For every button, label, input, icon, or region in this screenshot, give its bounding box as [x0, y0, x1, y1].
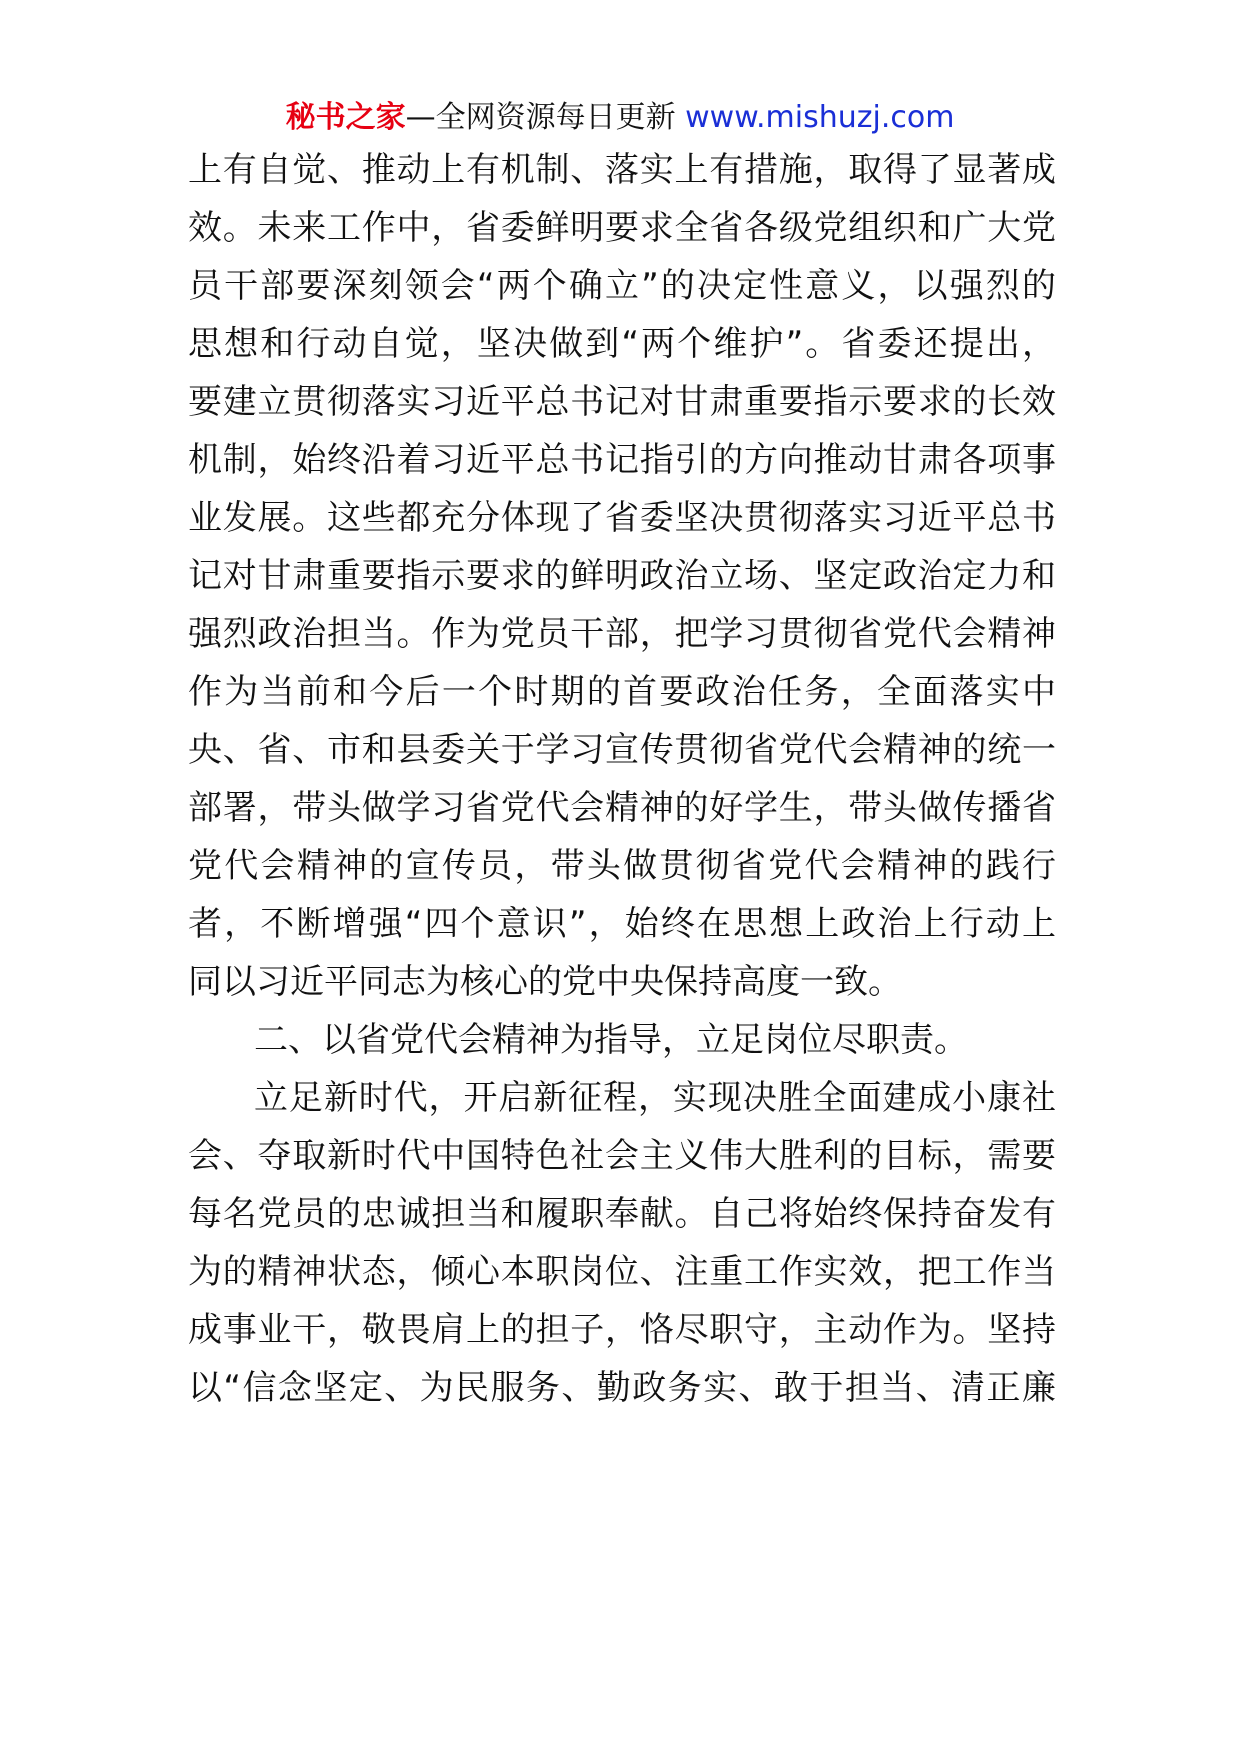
paragraph-line: 强烈政治担当。作为党员干部，把学习贯彻省党代会精神	[188, 614, 1056, 654]
paragraph-line: 部署，带头做学习省党代会精神的好学生，带头做传播省	[188, 788, 1056, 828]
paragraph-line: 央、省、市和县委关于学习宣传贯彻省党代会精神的统一	[188, 730, 1056, 770]
paragraph-line: 业发展。这些都充分体现了省委坚决贯彻落实习近平总书	[188, 498, 1056, 538]
paragraph-line: 记对甘肃重要指示要求的鲜明政治立场、坚定政治定力和	[188, 556, 1056, 596]
paragraph-line: 为的精神状态，倾心本职岗位、注重工作实效，把工作当	[188, 1252, 1056, 1292]
paragraph-line: 效。未来工作中，省委鲜明要求全省各级党组织和广大党	[188, 208, 1056, 248]
paragraph-line: 党代会精神的宣传员，带头做贯彻省党代会精神的践行	[188, 846, 1056, 886]
paragraph-line: 每名党员的忠诚担当和履职奉献。自己将始终保持奋发有	[188, 1194, 1056, 1234]
section-heading: 二、以省党代会精神为指导，立足岗位尽职责。	[254, 1020, 968, 1060]
paragraph-line: 会、夺取新时代中国特色社会主义伟大胜利的目标，需要	[188, 1136, 1056, 1176]
header-brand: 秘书之家	[285, 100, 406, 135]
paragraph-line: 成事业干，敬畏肩上的担子，恪尽职守，主动作为。坚持	[188, 1310, 1056, 1350]
paragraph-line: 以“信念坚定、为民服务、勤政务实、敢于担当、清正廉	[188, 1368, 1056, 1408]
paragraph-line: 员干部要深刻领会“两个确立”的决定性意义，以强烈的	[188, 266, 1056, 306]
paragraph-line: 同以习近平同志为核心的党中央保持高度一致。	[188, 962, 902, 1002]
paragraph-line: 上有自觉、推动上有机制、落实上有措施，取得了显著成	[188, 150, 1056, 190]
paragraph-line: 立足新时代，开启新征程，实现决胜全面建成小康社	[254, 1078, 1056, 1118]
header-slogan: —全网资源每日更新	[405, 100, 676, 135]
paragraph-line: 要建立贯彻落实习近平总书记对甘肃重要指示要求的长效	[188, 382, 1056, 422]
paragraph-line: 机制，始终沿着习近平总书记指引的方向推动甘肃各项事	[188, 440, 1056, 480]
paragraph-line: 者，不断增强“四个意识”，始终在思想上政治上行动上	[188, 904, 1056, 944]
paragraph-line: 作为当前和今后一个时期的首要政治任务，全面落实中	[188, 672, 1056, 712]
header-url-link[interactable]: www.mishuzj.com	[685, 100, 955, 135]
paragraph-line: 思想和行动自觉，坚决做到“两个维护”。省委还提出，	[188, 324, 1056, 364]
